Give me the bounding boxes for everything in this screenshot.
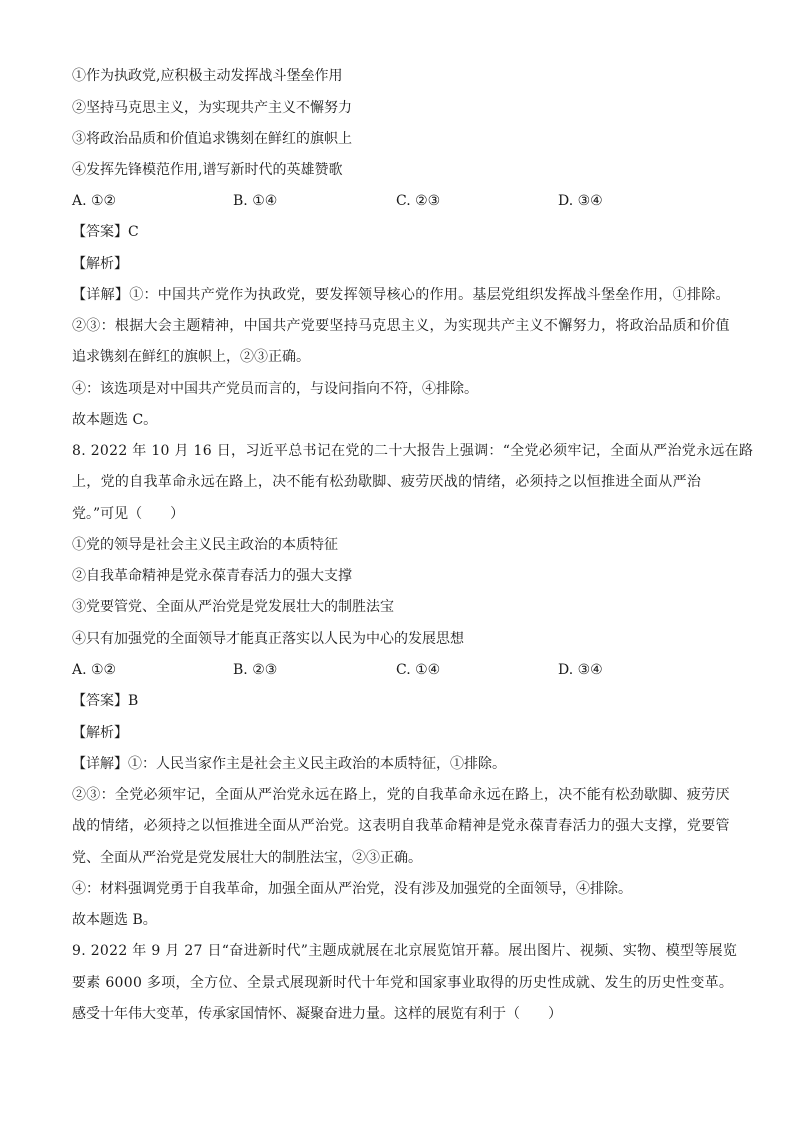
- q8-option-b: B. ②③: [233, 662, 278, 678]
- q7-analysis-line-1: 【详解】①：中国共产党作为执政党，要发挥领导核心的作用。基层党组织发挥战斗堡垒作用，①排除。: [72, 287, 730, 303]
- q8-statement-2: ②自我革命精神是党永葆青春活力的强大支撑: [72, 568, 352, 584]
- q8-stem-line-3: 党。”可见（ ）: [72, 506, 185, 522]
- q8-stem-line-2: 上，党的自我革命永远在路上，决不能有松劲歇脚、疲劳厌战的情绪，必须持之以恒推进全面从严治: [72, 474, 702, 490]
- q7-option-a: A. ①②: [72, 193, 117, 209]
- q7-analysis-heading: 【解析】: [72, 256, 128, 272]
- q8-conclusion: 故本题选 B。: [72, 912, 157, 928]
- q7-statement-4: ④发挥先锋模范作用,谱写新时代的英雄赞歌: [72, 162, 343, 178]
- q8-analysis-line-1: 【详解】①：人民当家作主是社会主义民主政治的本质特征，①排除。: [72, 756, 506, 772]
- q8-statement-3: ③党要管党、全面从严治党是党发展壮大的制胜法宝: [72, 599, 394, 615]
- q7-option-d: D. ③④: [558, 193, 603, 209]
- q7-conclusion: 故本题选 C。: [72, 412, 158, 428]
- q9-stem-line-2: 要素 6000 多项，全方位、全景式展现新时代十年党和国家事业取得的历史性成就、发生的历史性变革。: [72, 975, 734, 991]
- q7-analysis-line-4: ④：该选项是对中国共产党员而言的，与设问指向不符，④排除。: [72, 381, 478, 397]
- q8-statement-1: ①党的领导是社会主义民主政治的本质特征: [72, 537, 338, 553]
- q8-option-d: D. ③④: [558, 662, 603, 678]
- q7-statement-1: ①作为执政党,应积极主动发挥战斗堡垒作用: [72, 68, 343, 84]
- q8-analysis-line-5: ④：材料强调党勇于自我革命，加强全面从严治党，没有涉及加强党的全面领导，④排除。: [72, 881, 632, 897]
- q8-option-a: A. ①②: [72, 662, 117, 678]
- q7-analysis-line-3: 追求镌刻在鲜红的旗帜上，②③正确。: [72, 349, 310, 365]
- q7-option-b: B. ①④: [233, 193, 278, 209]
- q7-answer: 【答案】C: [72, 224, 139, 240]
- q8-answer: 【答案】B: [72, 693, 139, 709]
- q8-analysis-line-4: 党、全面从严治党是党发展壮大的制胜法宝，②③正确。: [72, 850, 422, 866]
- q9-stem-line-1: 9. 2022 年 9 月 27 日“奋进新时代”主题成就展在北京展览馆开幕。展出图片、视频、实物、模型等展览: [72, 943, 738, 959]
- q8-option-c: C. ①④: [396, 662, 441, 678]
- q8-analysis-line-3: 战的情绪，必须持之以恒推进全面从严治党。这表明自我革命精神是党永葆青春活力的强大支撑，党要管: [72, 818, 730, 834]
- q7-statement-3: ③将政治品质和价值追求镌刻在鲜红的旗帜上: [72, 131, 352, 147]
- q8-stem-line-1: 8. 2022 年 10 月 16 日，习近平总书记在党的二十大报告上强调：“全党必须牢记，全面从严治党永远在路: [72, 443, 754, 459]
- q7-analysis-line-2: ②③：根据大会主题精神，中国共产党要坚持马克思主义，为实现共产主义不懈努力，将政治品质和价值: [72, 318, 730, 334]
- q8-analysis-line-2: ②③：全党必须牢记，全面从严治党永远在路上，党的自我革命永远在路上，决不能有松劲歇脚、疲劳厌: [72, 787, 730, 803]
- q8-analysis-heading: 【解析】: [72, 725, 128, 741]
- q8-statement-4: ④只有加强党的全面领导才能真正落实以人民为中心的发展思想: [72, 631, 464, 647]
- q7-statement-2: ②坚持马克思主义，为实现共产主义不懈努力: [72, 100, 352, 116]
- q7-option-c: C. ②③: [396, 193, 441, 209]
- q9-stem-line-3: 感受十年伟大变革，传承家国情怀、凝聚奋进力量。这样的展览有利于（ ）: [72, 1006, 562, 1022]
